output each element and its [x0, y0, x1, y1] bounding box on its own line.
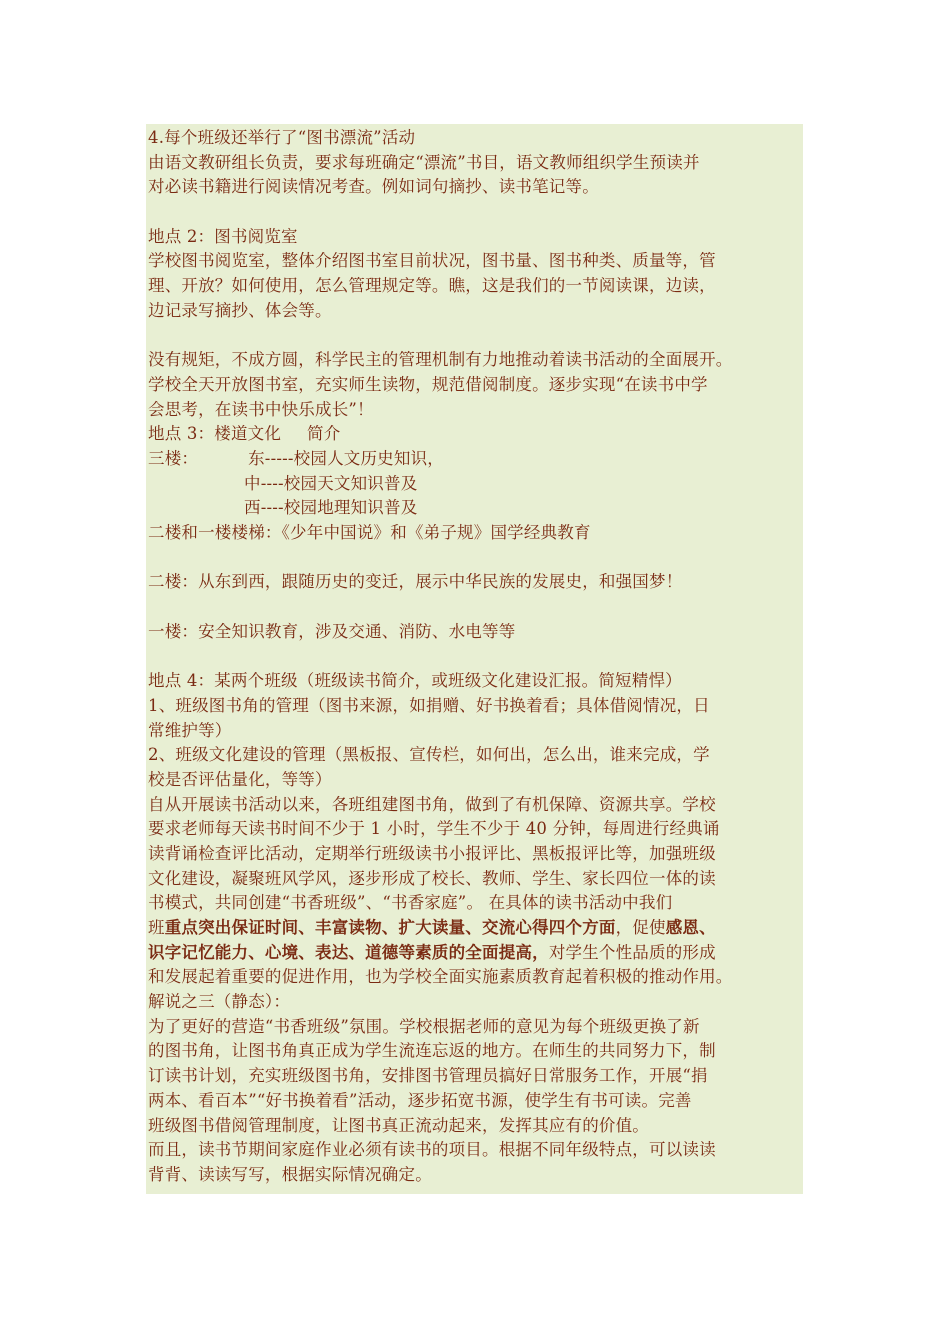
section-floors-and-classes	[148, 521, 808, 916]
text-line: 读背诵检查评比活动，定期举行班级读书小报评比、黑板报评比等，加强班级	[148, 843, 716, 863]
text-line: 2、班级文化建设的管理（黑板报、宣传栏，如何出，怎么出，谁来完成，学	[148, 745, 710, 765]
text-line: 和发展起着重要的促进作用，也为学校全面实施素质教育起着积极的推动作用。	[148, 967, 733, 987]
floor-3-label: 三楼：	[148, 448, 199, 468]
text-line: 班级图书借阅管理制度，让图书真正流动起来，发挥其应有的价值。	[148, 1115, 649, 1135]
mixed-line-2	[148, 941, 808, 966]
mixed-line-1	[148, 916, 808, 941]
text-line: 没有规矩，不成方圆，科学民主的管理机制有力地推动着读书活动的全面展开。	[148, 350, 733, 370]
text-line: 要求老师每天读书时间不少于 1 小时，学生不少于 40 分钟，每周进行经典诵	[148, 819, 720, 839]
text-line: 理、开放？如何使用，怎么管理规定等。瞧，这是我们的一节阅读课，边读，	[148, 276, 716, 296]
blank-line	[148, 644, 808, 669]
text-line: 常维护等）	[148, 720, 232, 740]
mixed-1-bold: 重点突出保证时间、丰富读物、扩大读量、交流心得四个方面	[164, 918, 616, 937]
text-line: 二楼：从东到西，跟随历史的变迁，展示中华民族的发展史，和强国梦！	[148, 572, 683, 592]
blank-line	[148, 595, 808, 620]
blank-line	[148, 546, 808, 571]
text-line: 边记录写摘抄、体会等。	[148, 300, 332, 320]
mixed-1-bold-2: 感恩、	[665, 918, 716, 937]
text-line: 1、班级图书角的管理（图书来源，如捐赠、好书换着看；具体借阅情况，日	[148, 695, 710, 715]
text-line: 文化建设，凝聚班风学风，逐步形成了校长、教师、学生、家长四位一体的读	[148, 868, 716, 888]
floor-3-line	[148, 447, 808, 472]
text-line: 二楼和一楼楼梯：《少年中国说》和《弟子规》国学经典教育	[148, 523, 591, 542]
text-line: 会思考，在读书中快乐成长”！	[148, 399, 374, 419]
floor-3-middle: 中----校园天文知识普及	[244, 473, 418, 493]
blank-line	[148, 324, 808, 349]
text-line: 4.每个班级还举行了“图书漂流”活动	[148, 128, 416, 147]
mixed-2-bold: 识字记忆能力、心境、表达、道德等素质的全面提高，	[148, 942, 549, 962]
text-line: 一楼：安全知识教育，涉及交通、消防、水电等等	[148, 621, 516, 641]
text-line: 背背、读读写写，根据实际情况确定。	[148, 1164, 432, 1184]
floor-3-east: 东-----校园人文历史知识，	[248, 448, 444, 468]
text-line: 自从开展读书活动以来，各班组建图书角，做到了有机保障、资源共享。学校	[148, 794, 716, 814]
text-line: 地点 4：某两个班级（班级读书简介，或班级文化建设汇报。简短精悍）	[148, 671, 682, 691]
text-line: 书模式，共同创建“书香班级”、“书香家庭”。 在具体的读书活动中我们	[148, 893, 673, 913]
section-static-narration	[148, 965, 808, 1187]
text-line: 对必读书籍进行阅读情况考查。例如词句摘抄、读书笔记等。	[148, 177, 599, 197]
text-line: 的图书角，让图书角真正成为学生流连忘返的地方。在师生的共同努力下，制	[148, 1041, 716, 1061]
text-line: 学校图书阅览室，整体介绍图书室目前状况，图书量、图书种类、质量等，管	[148, 251, 716, 271]
text-line: 为了更好的营造“书香班级”氛围。学校根据老师的意见为每个班级更换了新	[148, 1016, 700, 1036]
mixed-2-b: 对学生个性品质的形成	[548, 942, 716, 962]
text-line: 学校全天开放图书室，充实师生读物，规范借阅制度。逐步实现“在读书中学	[148, 374, 708, 394]
document-body	[148, 126, 808, 1188]
text-line: 而且，读书节期间家庭作业必须有读书的项目。根据不同年级特点，可以读读	[148, 1140, 716, 1160]
floor-3-west: 西----校园地理知识普及	[244, 498, 418, 518]
text-line: 订读书计划，充实班级图书角，安排图书管理员搞好日常服务工作，开展“捐	[148, 1066, 708, 1086]
mixed-1-c: ，促使	[615, 918, 666, 937]
text-line: 解说之三（静态）：	[148, 992, 291, 1012]
blank-line	[148, 200, 808, 225]
text-line: 校是否评估量化，等等）	[148, 769, 332, 789]
location-3-heading	[148, 422, 808, 447]
section-library-intro	[148, 126, 808, 422]
text-line: 由语文教研组长负责，要求每班确定“漂流”书目，语文教师组织学生预读并	[148, 152, 700, 172]
location-3-title: 地点 3：楼道文化	[148, 424, 282, 444]
mixed-1-a: 班	[148, 918, 165, 937]
text-line: 地点 2：图书阅览室	[148, 226, 298, 246]
text-line: 两本、看百本”“好书换着看”活动，逐步拓宽书源，使学生有书可读。完善	[148, 1090, 692, 1110]
location-3-subtitle: 简介	[307, 424, 341, 444]
